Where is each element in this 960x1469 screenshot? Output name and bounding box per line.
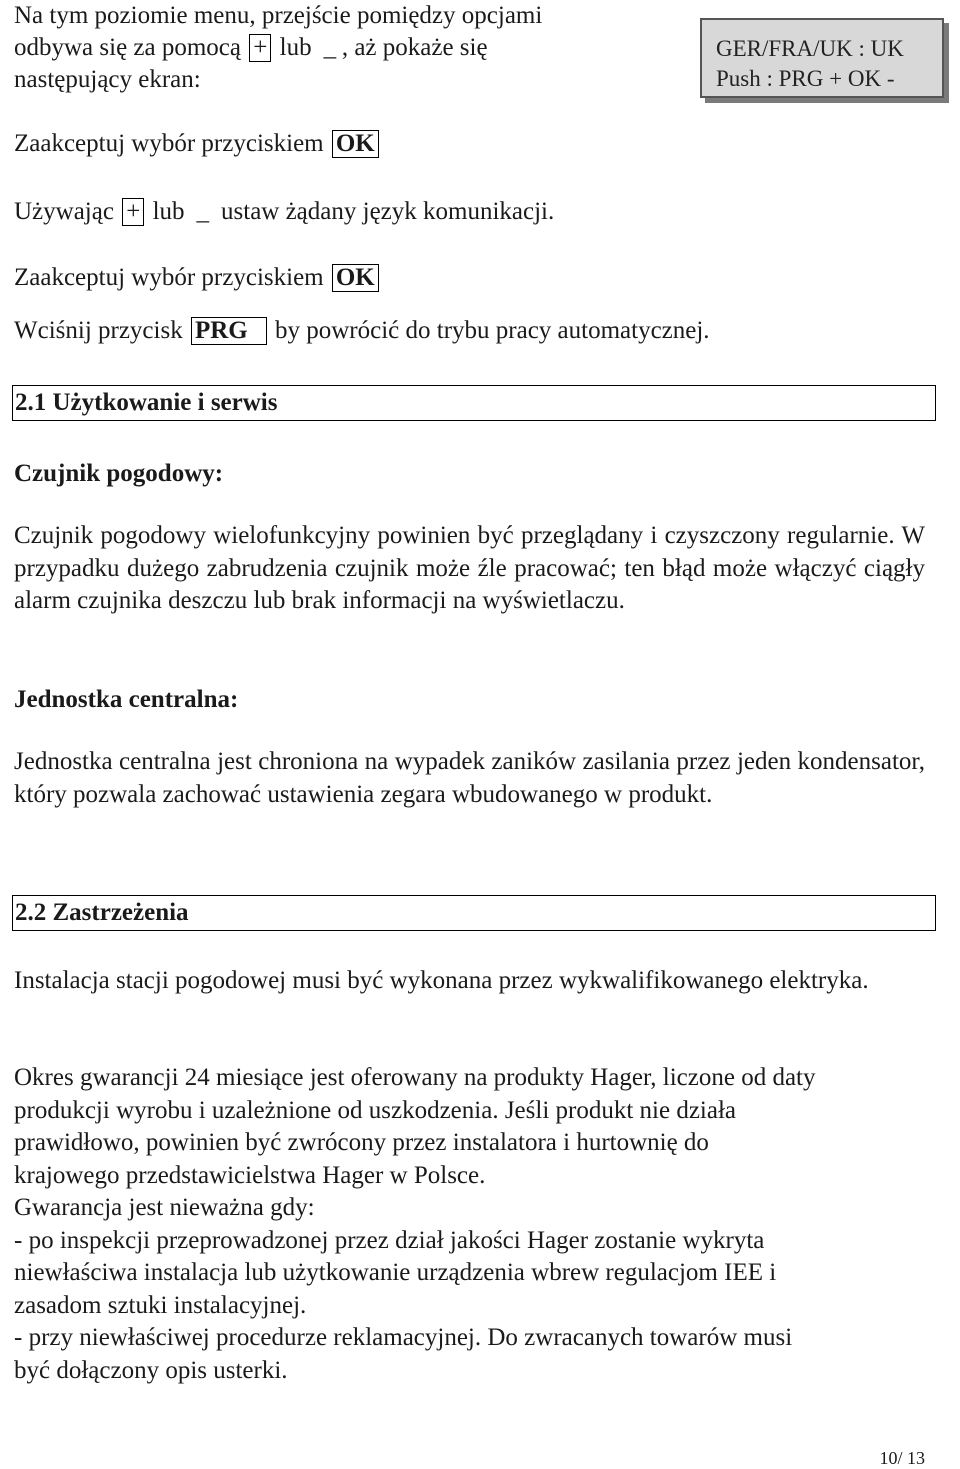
prg-key: PRG: [191, 317, 267, 345]
minus-key: _: [196, 198, 210, 225]
intro-paragraph: [14, 0, 542, 96]
minus-key: _: [323, 34, 337, 61]
prg-step: [14, 315, 710, 347]
warranty-line: krajowego przedstawicielstwa Hager w Polsce.: [14, 1161, 486, 1189]
lcd-line-1: GER/FRA/UK : UK: [716, 36, 904, 61]
lcd-display: [700, 18, 944, 98]
warranty-line: być dołączony opis usterki.: [14, 1356, 288, 1384]
warranty-paragraph: [14, 1062, 816, 1387]
intro-line-2-post: , aż pokaże się: [341, 34, 488, 61]
sensor-text: Czujnik pogodowy wielofunkcyjny powinien być przeglądany i czyszczony regularnie. W przypadku dużego zabrudzenia czujnik może źle pracować; ten błąd może włączyć ciągły alarm czujnika deszczu lub brak informacji na wyświetlaczu.: [14, 522, 925, 614]
intro-line-3: następujący ekran:: [14, 66, 201, 93]
warranty-line: zasadom sztuki instalacyjnej.: [14, 1291, 307, 1319]
accept-step-2: [14, 262, 381, 294]
central-unit-heading: Jednostka centralna:: [14, 686, 239, 713]
intro-line-1: Na tym poziomie menu, przejście pomiędzy opcjami: [14, 2, 543, 29]
accept-step-2-text: Zaakceptuj wybór przyciskiem: [14, 264, 324, 291]
intro-line-2-mid: lub: [279, 34, 312, 61]
warranty-line: - przy niewłaściwej procedurze reklamacyjnej. Do zwracanych towarów musi: [14, 1324, 793, 1351]
section-2-2-title: 2.2 Zastrzeżenia: [12, 895, 936, 931]
prg-step-post: by powrócić do trybu pracy automatycznej.: [274, 317, 710, 344]
language-step-post: ustaw żądany język komunikacji.: [221, 198, 555, 225]
intro-line-2: [14, 32, 542, 64]
section-2-1-title: 2.1 Użytkowanie i serwis: [12, 385, 936, 421]
warranty-line: niewłaściwa instalacja lub użytkowanie urządzenia wbrew regulacjom IEE i: [14, 1259, 777, 1286]
plus-key: +: [249, 34, 271, 62]
central-unit-paragraph: [14, 746, 925, 811]
warranty-line: - po inspekcji przeprowadzonej przez dział jakości Hager zostanie wykryta: [14, 1226, 765, 1254]
lcd-line-2: Push : PRG + OK -: [716, 66, 895, 91]
sensor-paragraph: [14, 520, 925, 618]
warranty-line: produkcji wyrobu i uzależnione od uszkodzenia. Jeśli produkt nie działa: [14, 1096, 737, 1124]
warranty-line: Okres gwarancji 24 miesiące jest oferowany na produkty Hager, liczone od daty: [14, 1064, 816, 1091]
warranty-line: prawidłowo, powinien być zwrócony przez instalatora i hurtownię do: [14, 1129, 709, 1156]
intro-line-2-pre: odbywa się za pomocą: [14, 34, 242, 61]
language-step: [14, 196, 554, 228]
sensor-heading: Czujnik pogodowy:: [14, 460, 224, 487]
page-number: 10/ 13: [879, 1448, 925, 1468]
prg-step-pre: Wciśnij przycisk: [14, 317, 183, 344]
installation-paragraph: [14, 965, 925, 998]
installation-text: Instalacja stacji pogodowej musi być wykonana przez wykwalifikowanego elektryka.: [14, 967, 869, 994]
central-unit-text: Jednostka centralna jest chroniona na wypadek zaników zasilania przez jeden kondensator, który pozwala zachować ustawienia zegara wbudowanego w produkt.: [14, 748, 925, 808]
accept-step-1-text: Zaakceptuj wybór przyciskiem: [14, 130, 324, 157]
language-step-mid: lub: [152, 198, 185, 225]
warranty-line: Gwarancja jest nieważna gdy:: [14, 1194, 315, 1221]
ok-key: OK: [332, 130, 379, 158]
accept-step-1: [14, 128, 381, 160]
ok-key: OK: [332, 264, 379, 292]
plus-key: +: [122, 198, 144, 226]
language-step-pre: Używając: [14, 198, 114, 225]
